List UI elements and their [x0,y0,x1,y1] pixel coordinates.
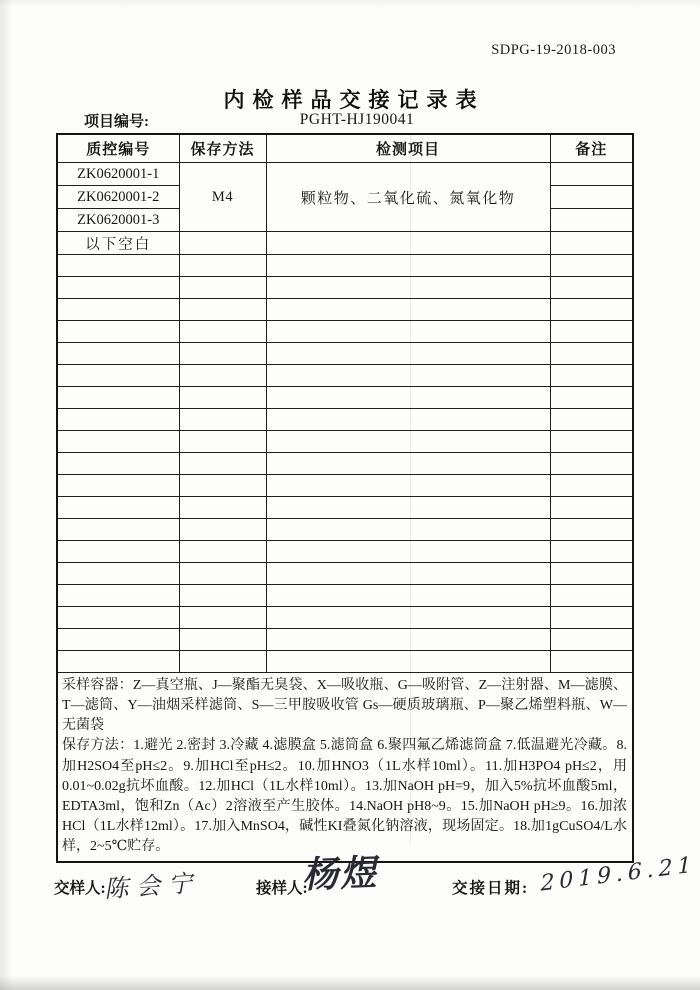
empty-cell [57,453,179,475]
empty-cell [266,255,550,277]
table-row-empty [57,629,633,651]
table-row-empty [57,255,633,277]
empty-cell [179,607,266,629]
empty-cell [266,321,550,343]
empty-cell [550,541,633,563]
empty-cell [266,343,550,365]
table-row-empty [57,387,633,409]
document-number: SDPG-19-2018-003 [491,42,616,58]
qc-number-cell: ZK0620001-2 [57,186,179,209]
receiver-label: 接样人: [256,880,308,897]
filled-rows [57,163,633,255]
empty-cell [179,519,266,541]
empty-cell [179,321,266,343]
handover-date-value: 2019.6.21 [540,852,697,897]
qc-number-cell: ZK0620001-3 [57,209,179,232]
qc-number-cell: ZK0620001-1 [57,163,179,186]
empty-cell [266,387,550,409]
receiver-signature: 杨煜 [301,851,379,897]
table-row-empty [57,409,633,431]
empty-rows [57,255,633,673]
remark-cell [550,232,633,255]
project-number-label: 项目编号: [84,114,149,130]
empty-cell [179,563,266,585]
empty-cell [57,255,179,277]
empty-cell [550,321,633,343]
record-table [56,133,634,863]
empty-cell [57,343,179,365]
empty-cell [57,321,179,343]
table-row-empty [57,453,633,475]
empty-cell [550,299,633,321]
empty-cell [550,409,633,431]
empty-cell [57,607,179,629]
empty-cell [266,475,550,497]
empty-cell [266,277,550,299]
empty-cell [550,277,633,299]
empty-cell [550,497,633,519]
empty-cell [179,343,266,365]
empty-cell [179,585,266,607]
empty-cell [550,343,633,365]
empty-cell [57,651,179,673]
empty-cell [550,431,633,453]
empty-cell [266,585,550,607]
table-row-empty [57,541,633,563]
remark-cell [550,163,633,186]
empty-cell [266,431,550,453]
header-row [57,134,633,163]
empty-cell [266,541,550,563]
empty-cell [550,651,633,673]
table-row-empty [57,475,633,497]
empty-cell [550,563,633,585]
header-remark: 备注 [550,134,633,163]
empty-cell [179,255,266,277]
empty-cell [179,651,266,673]
empty-cell [57,431,179,453]
table-row-empty [57,299,633,321]
empty-cell [57,387,179,409]
empty-cell [550,255,633,277]
empty-cell [550,585,633,607]
empty-cell [57,277,179,299]
empty-cell [266,651,550,673]
deliverer-label: 交样人: [54,880,106,897]
empty-cell [57,299,179,321]
table-row-empty [57,607,633,629]
table-row-empty [57,519,633,541]
table-row [57,232,633,255]
empty-cell [550,629,633,651]
empty-cell [179,453,266,475]
empty-cell [550,365,633,387]
table-row [57,163,633,186]
empty-cell [550,387,633,409]
form-title: 内检样品交接记录表 [223,88,485,112]
record-table-container [56,133,634,863]
project-row [0,108,700,132]
remark-cell [550,209,633,232]
empty-cell [179,299,266,321]
notes-cell [57,673,633,863]
empty-cell [266,497,550,519]
empty-cell [57,541,179,563]
header-method: 保存方法 [179,134,266,163]
notes-section [57,673,633,863]
empty-cell [57,629,179,651]
empty-cell [57,475,179,497]
table-row-empty [57,321,633,343]
handover-date-label: 交接日期: [452,880,530,897]
empty-cell [266,629,550,651]
scan-edge-left [0,0,12,990]
scan-edge-bottom [0,976,700,990]
empty-cell [550,607,633,629]
table-row-empty [57,431,633,453]
empty-cell [179,497,266,519]
qc-number-cell: 以下空白 [57,232,179,255]
table-header [57,134,633,163]
empty-cell [57,563,179,585]
scan-edge-top [0,0,700,8]
header-items: 检测项目 [266,134,550,163]
empty-cell [57,409,179,431]
empty-cell [179,629,266,651]
table-row-empty [57,497,633,519]
empty-cell [179,277,266,299]
empty-cell [57,365,179,387]
empty-cell [179,541,266,563]
empty-cell [57,585,179,607]
method-cell [179,232,266,255]
empty-cell [550,475,633,497]
deliverer-signature: 陈会宁 [103,868,202,904]
remark-cell [550,186,633,209]
empty-cell [550,519,633,541]
table-row-empty [57,277,633,299]
empty-cell [266,299,550,321]
table-row-empty [57,651,633,673]
empty-cell [179,475,266,497]
table-row-empty [57,343,633,365]
preservation-methods-note: 保存方法：1.避光 2.密封 3.冷藏 4.滤膜盒 5.滤筒盒 6.聚四氟乙烯滤筒盒 7.低温避光冷藏。8.加H2SO4至pH≤2。9.加HCl至pH≤2。10.加HNO3（1L水样10ml）。11.加H3PO4 pH≤2，用0.01~0.02g抗坏血酸。12.加HCl（1L水样10ml）。13.加NaOH pH=9，加入5%抗坏血酸5ml，EDTA3ml，饱和Zn（Ac）2溶液至产生胶体。14.NaOH pH8~9。15.加NaOH pH≥9。16.加浓HCl（1L水样12ml）。17.加入MnSO4，碱性KI叠氮化钠溶液，现场固定。18.加1gCuSO4/L水样，2~5℃贮存。 [62,738,627,855]
empty-cell [550,453,633,475]
empty-cell [266,607,550,629]
header-qc-number: 质控编号 [57,134,179,163]
table-row-empty [57,563,633,585]
empty-cell [57,497,179,519]
project-number-value: PGHT-HJ190041 [299,111,415,128]
items-cell: 颗粒物、二氧化硫、氮氧化物 [266,163,550,232]
empty-cell [179,431,266,453]
table-row-empty [57,365,633,387]
empty-cell [266,409,550,431]
empty-cell [179,365,266,387]
empty-cell [179,387,266,409]
items-cell [266,232,550,255]
empty-cell [266,519,550,541]
sampling-containers-note: 采样容器：Z—真空瓶、J—聚酯无臭袋、X—吸收瓶、G—吸附管、Z—注射器、M—滤膜、T—滤筒、Y—油烟采样滤筒、S—三甲胺吸收管 Gs—硬质玻璃瓶、P—聚乙烯塑料瓶、W—无菌袋 [62,678,627,734]
empty-cell [266,365,550,387]
empty-cell [266,563,550,585]
empty-cell [266,453,550,475]
table-row-empty [57,585,633,607]
empty-cell [179,409,266,431]
notes-row [57,673,633,863]
empty-cell [57,519,179,541]
method-cell: M4 [179,163,266,232]
